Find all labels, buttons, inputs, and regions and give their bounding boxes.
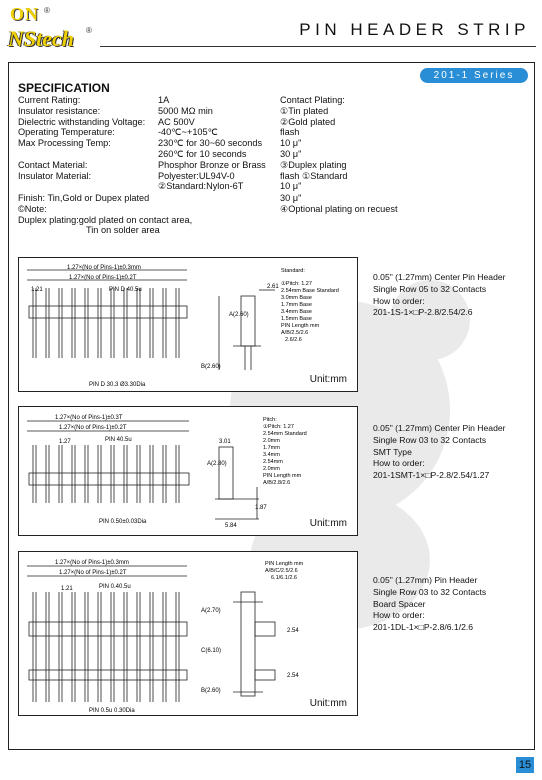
dim-right: 1.87 bbox=[255, 505, 267, 511]
dim-bottom: PIN D 30.3 Ø3.30Dia bbox=[89, 382, 146, 388]
svg-text:PIN Length mm: PIN Length mm bbox=[281, 323, 320, 329]
dim-pin-size: PIN 0.40.5u bbox=[99, 584, 131, 590]
logo-top-text: ON bbox=[10, 4, 39, 24]
duplex-note: Duplex plating:gold plated on contact area, bbox=[18, 214, 193, 225]
svg-text:①Pitch: 1.27: ①Pitch: 1.27 bbox=[263, 424, 294, 430]
dim-pitch-length: 1.27×(No of Pins-1)±0.2T bbox=[59, 570, 127, 576]
spec-row: Max Processing Temp: 230℃ for 30~60 seconds 10 μ" bbox=[18, 138, 302, 149]
finish-note: Finish: Tin,Gold or Dupex plated bbox=[18, 193, 150, 203]
company-logo bbox=[6, 4, 96, 54]
optional-plating-note: ④Optional plating on recuest bbox=[280, 203, 398, 214]
svg-text:6.1/6.1/2.6: 6.1/6.1/2.6 bbox=[271, 575, 297, 581]
series-badge: 201-1 Series bbox=[420, 68, 528, 83]
spec-title: SPECIFICATION bbox=[18, 81, 110, 95]
drawing-panel-2 bbox=[18, 406, 358, 536]
duplex-note-cont: Tin on solder area bbox=[86, 225, 160, 236]
dim-overall-length: 1.27×(No of Pins-1)±0.3T bbox=[55, 415, 123, 421]
registered-mark-icon: ® bbox=[44, 6, 50, 15]
dim-a: A(2.70) bbox=[201, 608, 221, 614]
title-divider bbox=[100, 46, 536, 47]
dim-side: 3.01 bbox=[219, 439, 231, 445]
svg-text:Pitch:: Pitch: bbox=[263, 417, 277, 423]
pin-header-drawing bbox=[19, 258, 358, 392]
dim-pitch-length: 1.27×(No of Pins-1)±0.2T bbox=[69, 275, 137, 281]
svg-text:PIN Length mm: PIN Length mm bbox=[265, 561, 304, 567]
spec-row: Contact Material: Phosphor Bronze or Brass ③Duplex plating bbox=[18, 159, 347, 170]
dim-side: 2.61 bbox=[267, 284, 279, 290]
dim-bottom: PIN 0.50±0.03Dia bbox=[99, 519, 147, 525]
dim-overall-length: 1.27×(No of Pins-1)±0.3mm bbox=[67, 265, 141, 271]
svg-text:2.54mm: 2.54mm bbox=[263, 459, 283, 465]
svg-text:A/B/2.5/2.6: A/B/2.5/2.6 bbox=[281, 330, 309, 336]
spec-table bbox=[18, 95, 450, 192]
dim-b: B(2.60) bbox=[201, 688, 221, 694]
svg-text:3.4mm Base: 3.4mm Base bbox=[281, 309, 312, 315]
page-title: PIN HEADER STRIP bbox=[299, 20, 530, 39]
svg-text:Standard:: Standard: bbox=[281, 268, 305, 274]
logo-main-text: NStech bbox=[8, 26, 74, 51]
spec-notes bbox=[18, 193, 398, 236]
registered-mark-icon: ® bbox=[86, 26, 92, 35]
dim-bottom: PIN 0.5u 0.30Dia bbox=[89, 708, 135, 714]
svg-text:2.54mm Base Standard: 2.54mm Base Standard bbox=[281, 288, 339, 294]
spec-row: ②Standard:Nylon-6T 10 μ" bbox=[158, 181, 302, 192]
svg-text:2.6/2.6: 2.6/2.6 bbox=[285, 337, 302, 343]
dim-pin-size: PIN 40.5u bbox=[105, 437, 132, 443]
dim-right-top: 2.54 bbox=[287, 628, 299, 634]
spec-row: Dielectric withstanding Voltage: AC 500V ②Gold plated bbox=[18, 116, 336, 127]
dim-overall-length: 1.27×(No of Pins-1)±0.3mm bbox=[55, 560, 129, 566]
product-description-3: 0.05" (1.27mm) Pin Header Single Row 03 to 32 Contacts Board Spacer How to order: 201-1DL-1×□P-2.8/6.1/2.6 bbox=[373, 575, 487, 633]
dim-a: A(2.60) bbox=[229, 312, 249, 318]
unit-label: Unit:mm bbox=[309, 698, 347, 709]
dim-right-bottom: 2.54 bbox=[287, 673, 299, 679]
dim-left: 1.21 bbox=[31, 287, 43, 293]
unit-label: Unit:mm bbox=[309, 374, 347, 385]
svg-text:1.7mm: 1.7mm bbox=[263, 445, 280, 451]
spec-row: Insulator Material: Polyester:UL94V-0 flash ①Standard bbox=[18, 170, 348, 181]
board-spacer-drawing bbox=[19, 552, 358, 716]
dim-left: 1.27 bbox=[59, 439, 71, 445]
unit-label: Unit:mm bbox=[309, 518, 347, 529]
drawing-panel-1 bbox=[18, 257, 358, 392]
product-description-1: 0.05" (1.27mm) Center Pin Header Single Row 05 to 32 Contacts How to order: 201-1S-1×□P-2.8/2.54/2.6 bbox=[373, 272, 506, 318]
page-number: 15 bbox=[516, 757, 534, 773]
smt-header-drawing bbox=[19, 407, 358, 536]
svg-text:2.54mm Standard: 2.54mm Standard bbox=[263, 431, 307, 437]
svg-text:①Pitch: 1.27: ①Pitch: 1.27 bbox=[281, 281, 312, 287]
svg-text:1.7mm Base: 1.7mm Base bbox=[281, 302, 312, 308]
svg-text:A/B/C/2.5/2.6: A/B/C/2.5/2.6 bbox=[265, 568, 298, 574]
svg-text:PIN Length mm: PIN Length mm bbox=[263, 473, 302, 479]
drawing-panel-3 bbox=[18, 551, 358, 716]
dim-b: B(2.60) bbox=[201, 364, 221, 370]
spec-row: 260℃ for 10 seconds 30 μ" bbox=[158, 148, 302, 159]
product-description-2: 0.05" (1.27mm) Center Pin Header Single Row 03 to 32 Contacts SMT Type How to order: 201-1SMT-1×□P-2.8/2.54/1.27 bbox=[373, 423, 506, 481]
dim-pitch-length: 1.27×(No of Pins-1)±0.2T bbox=[59, 425, 127, 431]
dim-a: A(2.80) bbox=[207, 461, 227, 467]
svg-text:3.4mm: 3.4mm bbox=[263, 452, 280, 458]
dim-c: C(6.10) bbox=[201, 648, 222, 654]
spec-row: Current Rating: 1A Contact Plating: bbox=[18, 95, 345, 105]
note-label: ©Note: bbox=[18, 203, 47, 214]
svg-text:A/B/2.8/2.6: A/B/2.8/2.6 bbox=[263, 480, 291, 486]
dim-foot: 5.84 bbox=[225, 523, 237, 529]
svg-text:1.5mm Base: 1.5mm Base bbox=[281, 316, 312, 322]
spec-row: Operating Temperature: -40℃~+105℃ flash bbox=[18, 127, 300, 138]
svg-text:2.0mm: 2.0mm bbox=[263, 466, 280, 472]
dim-left: 1.21 bbox=[61, 586, 73, 592]
dim-pin-size: PIN D 40.5u bbox=[109, 287, 142, 293]
svg-text:2.0mm: 2.0mm bbox=[263, 438, 280, 444]
plating-thickness: 30 μ" bbox=[280, 193, 302, 203]
spec-row: Insulator resistance: 5000 MΩ min ①Tin plated bbox=[18, 105, 329, 116]
svg-text:3.0mm Base: 3.0mm Base bbox=[281, 295, 312, 301]
